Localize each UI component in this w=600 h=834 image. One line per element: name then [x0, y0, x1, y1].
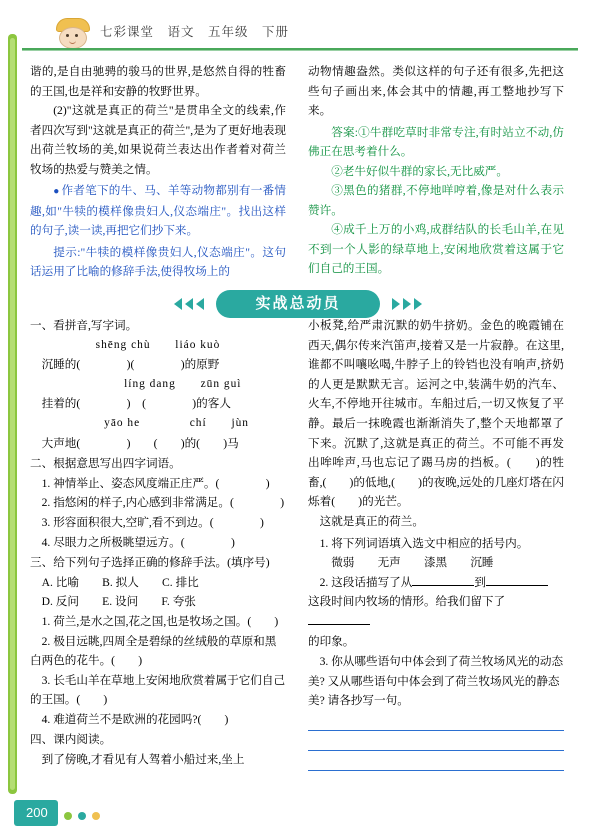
pinyin-answer-row-2[interactable]: 挂着的( ) ( )的客人 — [41, 397, 231, 411]
header-title: 七彩课堂 语文 五年级 下册 — [100, 25, 290, 39]
exercise-3-item-4[interactable]: 4. 难道荷兰不是欧洲的花园吗?( ) — [41, 712, 229, 726]
pinyin-row-2: líng dang zūn guì — [74, 377, 242, 390]
exercise-right-column — [308, 316, 564, 771]
hint-text: "牛犊的模样像贵妇人,仪态端庄"。这句话运用了比喻的修辞手法,使得牧场上的 — [30, 245, 286, 278]
exercise-left-column — [30, 316, 286, 770]
answer-text-left-column — [30, 62, 286, 282]
exercise-3-options-line-1: A. 比喻 B. 拟人 C. 排比 — [41, 575, 199, 589]
pinyin-answer-row-3[interactable]: 大声地( ) ( )的( )马 — [41, 436, 239, 450]
hint-label: 提示: — [53, 245, 81, 259]
reading-q1: 1. 将下列词语填入选文中相应的括号内。 — [319, 536, 529, 550]
answer-line-1[interactable] — [308, 714, 564, 731]
reading-q1-word-bank[interactable]: 微弱 无声 漆黑 沉睡 — [331, 556, 494, 570]
exercise-2-item-2[interactable]: 2. 指悠闲的样子,内心感到非常满足。( ) — [41, 496, 285, 510]
task-bullet-paragraph — [30, 181, 286, 241]
exercise-2-item-1[interactable]: 1. 神情举止、姿态风度端正庄严。( ) — [41, 476, 270, 490]
reading-q2[interactable] — [308, 573, 564, 593]
reading-q2-blank-3[interactable] — [308, 612, 370, 625]
answer-block — [308, 123, 564, 162]
reading-q2-end: 的印象。 — [308, 634, 355, 648]
reading-q2-blank-1[interactable] — [412, 573, 474, 586]
answer-item-3: ③黑色的猪群,不停地咩哼着,像是对什么表示赞许。 — [308, 184, 564, 217]
reading-passage: 小板凳,给严肃沉默的奶牛挤奶。金色的晚霞铺在西天,偶尔传来汽笛声,接着又是一片寂静。在这里,谁都不叫嚷吆喝,牛脖子上的铃铛也没有响声,挤奶的人更是默默无言。运河之中,装满牛奶的汽车、火车,不停地开往城市。车船过后,一切又恢复了平静。最后一抹晚霞也渐渐消失了,整个天地都罩了下来。沉默了,这就是真正的荷兰。不可能不再发出哞哞声,马也忘记了踢马房的挡板。( )的牲畜,( )的低地,( )的夜晚,远处的几座灯塔在闪烁着( )的光芒。 — [308, 319, 565, 509]
decorative-dots — [64, 812, 100, 820]
exercise-3-item-3[interactable]: 3. 长毛山羊在草地上安闲地欣赏着属于它们自己的王国。( ) — [30, 673, 286, 707]
reading-q2-cont[interactable] — [308, 592, 564, 631]
task-bullet-text: 作者笔下的牛、马、羊等动物都别有一番情趣,如"牛犊的模样像贵妇人,仪态端庄"。找出这样的句子,读一读,再把它们抄下来。 — [30, 184, 286, 237]
exercise-4-title: 四、课内阅读。 — [30, 733, 112, 747]
paragraph: 动物情趣盎然。类似这样的句子还有很多,先把这些句子画出来,体会其中的情趣,再工整地抄写下来。 — [308, 65, 564, 117]
answer-item-2: ②老牛好似牛群的家长,无比威严。 — [331, 164, 508, 178]
reading-q2-suffix: 这段时间内牧场的情形。给我们留下了 — [308, 595, 506, 609]
answer-item: ①牛群吃草时非常专注,有时站立不动,仿佛正在思考着什么。 — [308, 125, 564, 158]
paragraph: (2)"这就是真正的荷兰"是贯串全文的线索,作者四次写到"这就是真正的荷兰",是为了更好地表现出荷兰牧场的美,如果说荷兰表达出作者着对荷兰牧场的热爱与赞美之情。 — [30, 104, 286, 176]
exercise-2-item-4[interactable]: 4. 尽眼力之所极眺望远方。( ) — [41, 535, 235, 549]
exercise-3-item-1[interactable]: 1. 荷兰,是水之国,花之国,也是牧场之国。( ) — [41, 614, 279, 628]
page-header — [22, 18, 578, 52]
reading-q3: 3. 你从哪些语句中体会到了荷兰牧场风光的动态美? 又从哪些语句中体会到了荷兰牧场风光的静态美? 请各抄写一句。 — [308, 655, 564, 708]
answer-label: 答案: — [331, 125, 358, 139]
reading-q2-mid: 到 — [474, 575, 486, 589]
pinyin-answer-row-1[interactable]: 沉睡的( )( )的原野 — [41, 358, 220, 372]
decorative-side-bar — [8, 34, 17, 794]
exercise-1-title: 一、看拼音,写字词。 — [30, 319, 138, 332]
exercise-2-title: 二、根据意思写出四字词语。 — [30, 457, 181, 471]
exercise-4-passage-start: 到了傍晚,才看见有人驾着小船过来,坐上 — [41, 753, 245, 767]
exercise-3-title: 三、给下列句子选择正确的修辞手法。(填序号) — [30, 556, 270, 570]
student-mascot-icon — [50, 18, 94, 48]
paragraph: 谐的,是自由驰骋的骏马的世界,是悠然自得的牲畜的王国,也是祥和安静的牧野世界。 — [30, 65, 286, 98]
reading-q2-prefix: 2. 这段话描写了从 — [319, 575, 413, 589]
pinyin-row-3: yāo he chí jùn — [66, 416, 250, 429]
answer-line-2[interactable] — [308, 734, 564, 751]
pinyin-row-1: shēng chù liáo kuò — [95, 338, 221, 351]
page-number: 200 — [26, 805, 48, 820]
header-divider — [22, 48, 578, 50]
banner-label: 实战总动员 — [255, 295, 341, 312]
answer-text-right-column — [308, 62, 564, 279]
reading-q2-blank-2[interactable] — [486, 573, 548, 586]
reading-passage-last-line: 这就是真正的荷兰。 — [319, 514, 424, 528]
hint-paragraph — [30, 243, 286, 282]
exercise-3-options-line-2: D. 反问 E. 设问 F. 夸张 — [41, 595, 196, 609]
answer-line-3[interactable] — [308, 754, 564, 771]
triangle-right-icons — [392, 298, 422, 310]
exercise-3-item-2[interactable]: 2. 极目远眺,四周全是碧绿的丝绒般的草原和黑白两色的花牛。( ) — [30, 634, 277, 668]
triangle-left-icons — [174, 298, 204, 310]
answer-item-4: ④成千上万的小鸡,成群结队的长毛山羊,在见不到一个人影的绿草地上,安闲地欣赏着这属于它们自己的王国。 — [308, 223, 564, 275]
exercise-2-item-3[interactable]: 3. 形容面积很大,空旷,看不到边。( ) — [41, 515, 264, 529]
